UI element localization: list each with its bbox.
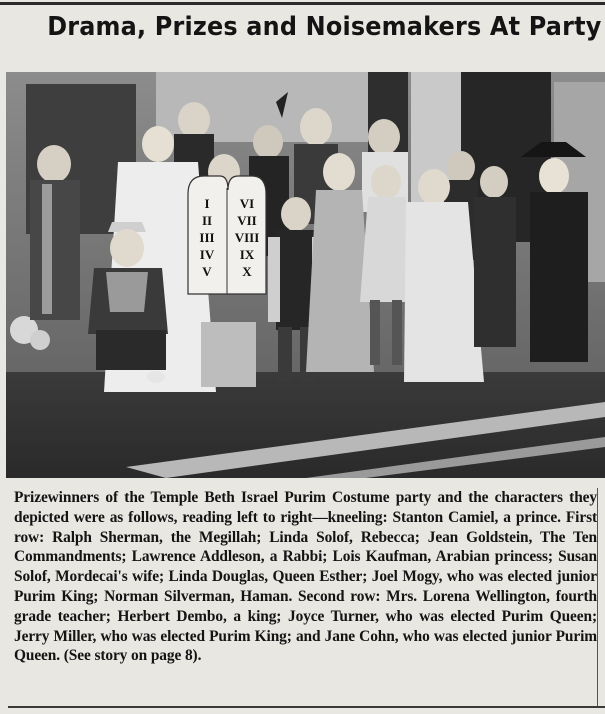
tablet-numeral: II [201, 213, 213, 228]
tablet-numeral: X [242, 264, 252, 279]
tablet-numeral: VIII [234, 230, 260, 245]
photo-caption: Prizewinners of the Temple Beth Israel Purim Costume party and the characters they depicted were as follows, reading left to right—kneeling: Stanton Camiel, a prince. First row: Ralph Sherman, the Megillah; Linda Solof, Rebecca; Jean Goldstein, The Ten Commandments; Lawrence Addleson, a Rabbi; Lois Kaufman, Arabian princess; Susan Solof, Mordecai's wife; Linda Douglas, Queen Esther; Joel Mogy, who was elected junior Purim King; Norman Silverman, Haman. Second row: Mrs. Lorena Wellington, fourth grade teacher; Herbert Dembo, a king; Joyce Turner, who was elected Purim Queen; Jerry Miller, who was elected Purim King; and Jane Cohn, who was elected junior Purim Queen. (See story on page 8). [14, 489, 597, 665]
costume-party-photo [6, 72, 605, 478]
tablet-numeral: III [199, 230, 215, 245]
tablet-numeral: VII [237, 213, 257, 228]
group-photo [6, 72, 605, 478]
bottom-rule [8, 706, 605, 708]
top-rule [0, 2, 605, 5]
tablet-numeral: VI [239, 196, 255, 211]
tablet-numeral: V [202, 264, 212, 279]
tablet-numeral: I [204, 196, 210, 211]
tablet-numeral: IV [199, 247, 215, 262]
caption-right-rule [597, 488, 598, 706]
headline: Drama, Prizes and Noisemakers At Party [47, 12, 602, 42]
ten-commandments-tablet [188, 176, 266, 294]
tablet-numeral: IX [239, 247, 255, 262]
